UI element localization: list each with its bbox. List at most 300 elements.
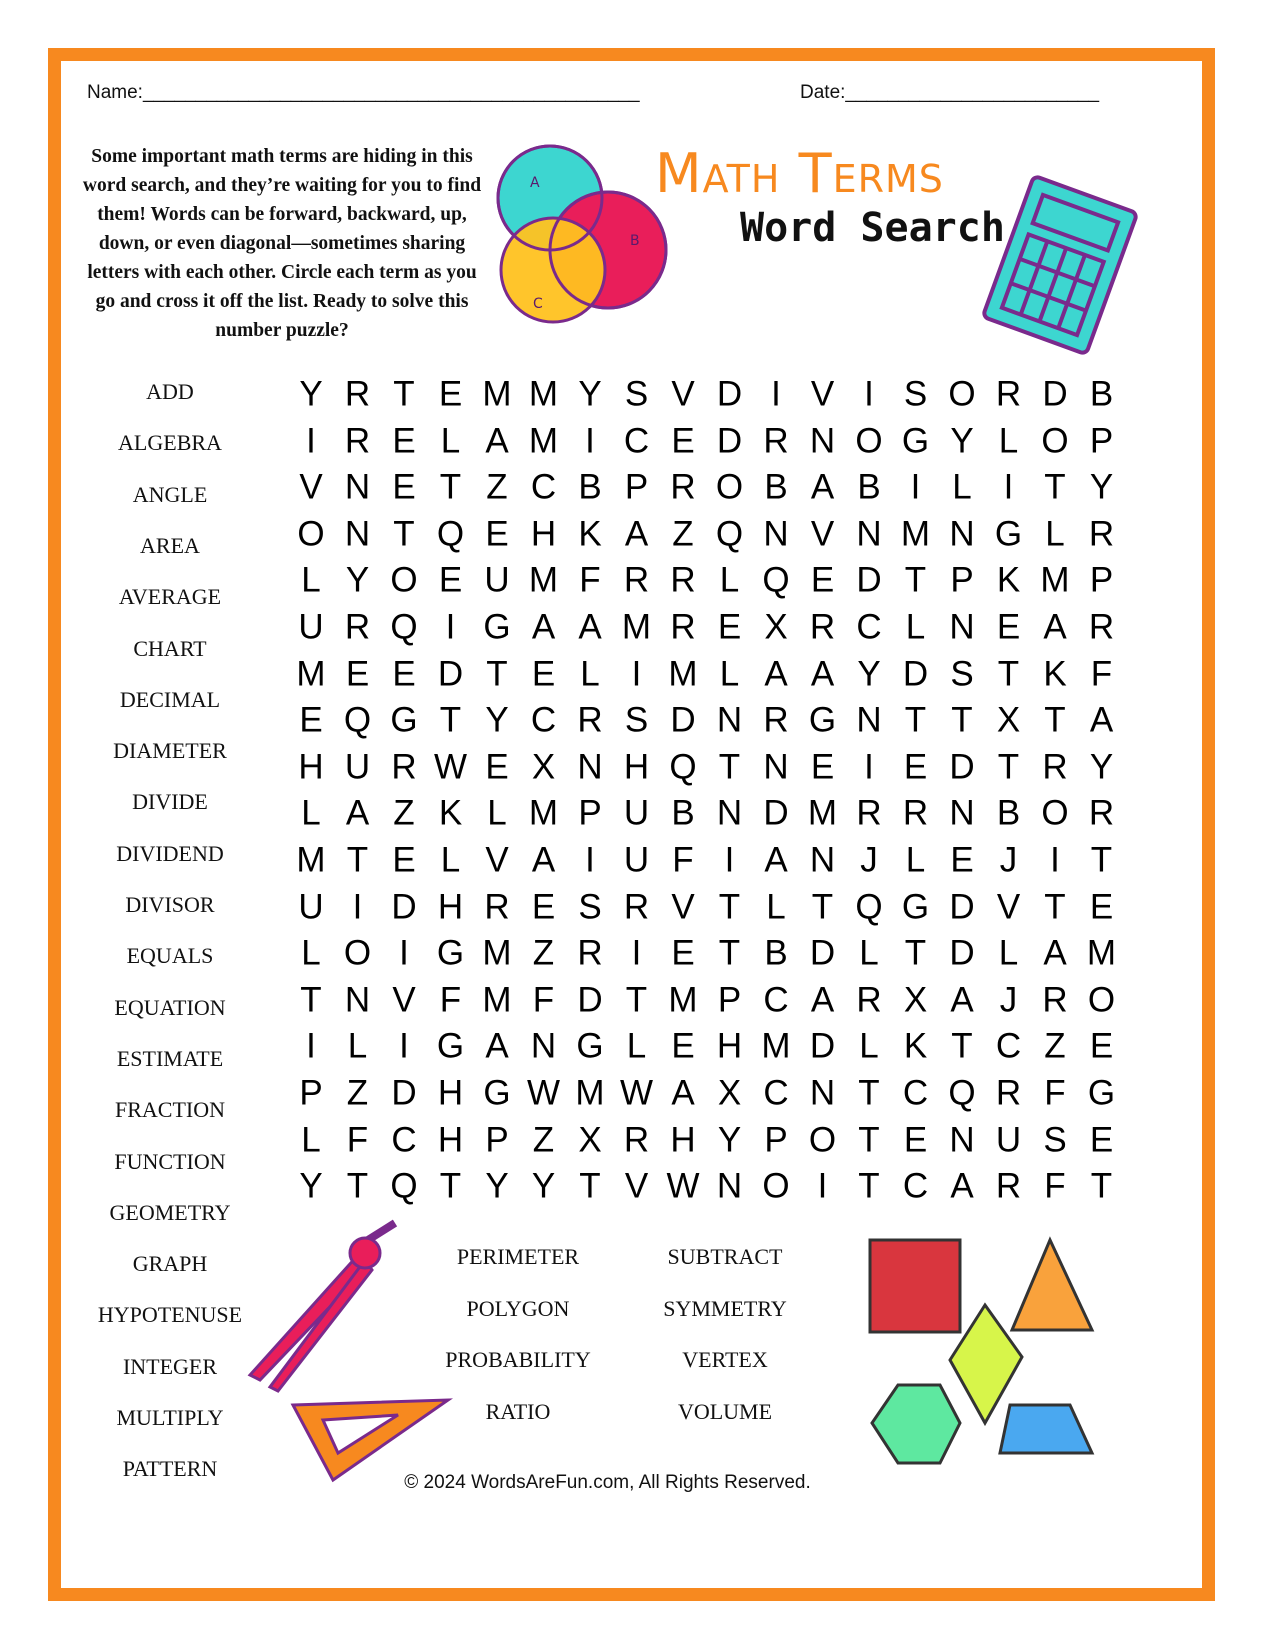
grid-letter[interactable]: A	[531, 607, 556, 647]
grid-letter[interactable]: O	[297, 514, 325, 554]
grid-letter[interactable]: T	[997, 654, 1020, 694]
grid-letter[interactable]: B	[996, 793, 1021, 833]
grid-letter[interactable]: N	[577, 747, 603, 787]
grid-letter[interactable]: P	[299, 1073, 323, 1113]
grid-letter[interactable]: E	[485, 747, 509, 787]
grid-letter[interactable]: T	[1044, 700, 1066, 740]
grid-letter[interactable]: D	[902, 654, 929, 694]
grid-letter[interactable]: E	[392, 421, 416, 461]
grid-letter[interactable]: I	[352, 887, 363, 927]
grid-letter[interactable]: R	[763, 421, 789, 461]
grid-letter[interactable]: L	[347, 1026, 368, 1066]
grid-letter[interactable]: M	[482, 980, 512, 1020]
grid-letter[interactable]: V	[299, 467, 323, 507]
grid-letter[interactable]: N	[530, 1026, 557, 1066]
grid-letter[interactable]: M	[668, 980, 698, 1020]
grid-letter[interactable]: R	[1042, 747, 1068, 787]
grid-letter[interactable]: O	[808, 1120, 837, 1160]
grid-letter[interactable]: N	[949, 607, 975, 647]
grid-letter[interactable]: D	[1042, 374, 1068, 414]
grid-letter[interactable]: Z	[1044, 1026, 1066, 1066]
grid-letter[interactable]: A	[764, 654, 788, 694]
grid-letter[interactable]: X	[996, 700, 1021, 740]
grid-letter[interactable]: G	[901, 421, 930, 461]
grid-letter[interactable]: C	[995, 1026, 1022, 1066]
grid-letter[interactable]: H	[298, 747, 324, 787]
grid-letter[interactable]: V	[810, 514, 835, 554]
grid-letter[interactable]: D	[437, 654, 464, 694]
grid-letter[interactable]: A	[810, 980, 835, 1020]
grid-letter[interactable]: T	[858, 1166, 880, 1206]
grid-letter[interactable]: D	[809, 933, 836, 973]
grid-letter[interactable]: Q	[948, 1073, 976, 1113]
grid-letter[interactable]: H	[437, 1120, 464, 1160]
grid-letter[interactable]: M	[296, 840, 326, 880]
grid-letter[interactable]: N	[809, 840, 836, 880]
grid-letter[interactable]: R	[995, 1166, 1022, 1206]
grid-letter[interactable]: S	[578, 887, 602, 927]
grid-letter[interactable]: A	[1043, 933, 1067, 973]
grid-letter[interactable]: S	[950, 654, 974, 694]
grid-letter[interactable]: R	[623, 887, 650, 927]
grid-letter[interactable]: A	[810, 654, 835, 694]
grid-letter[interactable]: L	[301, 1120, 321, 1160]
grid-letter[interactable]: D	[949, 887, 975, 927]
grid-letter[interactable]: N	[716, 700, 743, 740]
grid-letter[interactable]: X	[764, 607, 788, 647]
grid-letter[interactable]: A	[764, 840, 788, 880]
grid-letter[interactable]: L	[905, 840, 926, 880]
grid-letter[interactable]: T	[904, 560, 927, 600]
grid-letter[interactable]: E	[438, 374, 463, 414]
grid-letter[interactable]: O	[948, 374, 976, 414]
grid-letter[interactable]: P	[764, 1120, 788, 1160]
grid-letter[interactable]: F	[532, 980, 555, 1020]
grid-letter[interactable]: I	[585, 421, 595, 461]
grid-letter[interactable]: U	[298, 887, 324, 927]
grid-letter[interactable]: Q	[669, 747, 697, 787]
grid-letter[interactable]: I	[399, 1026, 409, 1066]
grid-letter[interactable]: W	[433, 747, 468, 787]
grid-letter[interactable]: M	[482, 933, 512, 973]
grid-letter[interactable]: R	[809, 607, 836, 647]
grid-letter[interactable]: C	[623, 421, 650, 461]
grid-letter[interactable]: O	[855, 421, 883, 461]
grid-letter[interactable]: C	[530, 700, 557, 740]
grid-letter[interactable]: Q	[436, 514, 465, 554]
grid-letter[interactable]: R	[344, 374, 371, 414]
grid-letter[interactable]: U	[298, 607, 324, 647]
grid-letter[interactable]: R	[670, 560, 696, 600]
grid-letter[interactable]: N	[809, 421, 836, 461]
grid-letter[interactable]: H	[530, 514, 557, 554]
grid-letter[interactable]: U	[623, 793, 650, 833]
grid-letter[interactable]: L	[440, 421, 461, 461]
grid-letter[interactable]: C	[902, 1073, 929, 1113]
grid-letter[interactable]: E	[299, 700, 323, 740]
grid-letter[interactable]: V	[624, 1166, 649, 1206]
grid-letter[interactable]: D	[391, 887, 417, 927]
grid-letter[interactable]: R	[1042, 980, 1068, 1020]
grid-letter[interactable]: M	[528, 421, 559, 461]
grid-letter[interactable]: E	[671, 933, 695, 973]
grid-letter[interactable]: Z	[346, 1073, 369, 1113]
grid-letter[interactable]: I	[910, 467, 921, 507]
grid-letter[interactable]: R	[763, 700, 789, 740]
grid-letter[interactable]: A	[810, 467, 835, 507]
grid-letter[interactable]: F	[579, 560, 601, 600]
grid-letter[interactable]: N	[716, 793, 743, 833]
grid-letter[interactable]: T	[997, 747, 1020, 787]
grid-letter[interactable]: L	[626, 1026, 647, 1066]
grid-letter[interactable]: Y	[531, 1166, 556, 1206]
grid-letter[interactable]: A	[1043, 607, 1067, 647]
grid-letter[interactable]: E	[1089, 887, 1114, 927]
grid-letter[interactable]: C	[902, 1166, 929, 1206]
grid-letter[interactable]: E	[438, 560, 463, 600]
grid-letter[interactable]: Q	[390, 607, 418, 647]
grid-letter[interactable]: C	[763, 1073, 789, 1113]
grid-letter[interactable]: U	[995, 1120, 1022, 1160]
grid-letter[interactable]: R	[344, 607, 371, 647]
grid-letter[interactable]: C	[391, 1120, 417, 1160]
grid-letter[interactable]: O	[390, 560, 418, 600]
grid-letter[interactable]: P	[1089, 560, 1114, 600]
grid-letter[interactable]: D	[856, 560, 882, 600]
grid-letter[interactable]: I	[306, 421, 316, 461]
grid-letter[interactable]: E	[671, 421, 695, 461]
grid-letter[interactable]: X	[578, 1120, 602, 1160]
grid-letter[interactable]: G	[436, 1026, 465, 1066]
grid-letter[interactable]: Y	[1089, 747, 1114, 787]
grid-letter[interactable]: Z	[393, 793, 415, 833]
grid-letter[interactable]: B	[857, 467, 881, 507]
grid-letter[interactable]: D	[670, 700, 696, 740]
grid-letter[interactable]: N	[809, 1073, 836, 1113]
grid-letter[interactable]: N	[344, 467, 371, 507]
grid-letter[interactable]: T	[1044, 467, 1066, 507]
grid-letter[interactable]: L	[719, 654, 740, 694]
grid-letter[interactable]: I	[445, 607, 456, 647]
grid-letter[interactable]: T	[486, 654, 508, 694]
grid-letter[interactable]: B	[764, 933, 788, 973]
grid-letter[interactable]: X	[717, 1073, 742, 1113]
grid-letter[interactable]: E	[485, 514, 509, 554]
grid-letter[interactable]: E	[717, 607, 742, 647]
grid-letter[interactable]: W	[619, 1073, 654, 1113]
grid-letter[interactable]: T	[718, 747, 741, 787]
grid-letter[interactable]: I	[864, 747, 874, 787]
grid-letter[interactable]: R	[344, 421, 371, 461]
grid-letter[interactable]: C	[530, 467, 557, 507]
grid-letter[interactable]: L	[859, 1026, 879, 1066]
grid-letter[interactable]: L	[440, 840, 461, 880]
grid-letter[interactable]: D	[949, 933, 975, 973]
grid-letter[interactable]: T	[439, 700, 462, 740]
grid-letter[interactable]: T	[393, 514, 415, 554]
grid-letter[interactable]: F	[1090, 654, 1113, 694]
grid-letter[interactable]: T	[718, 887, 741, 927]
grid-letter[interactable]: M	[296, 654, 326, 694]
grid-letter[interactable]: L	[766, 887, 786, 927]
grid-letter[interactable]: E	[810, 747, 835, 787]
date-field[interactable]: Date:________________________	[800, 82, 1100, 103]
grid-letter[interactable]: E	[392, 840, 416, 880]
grid-letter[interactable]: T	[811, 887, 834, 927]
grid-letter[interactable]: B	[764, 467, 788, 507]
grid-letter[interactable]: M	[482, 374, 512, 414]
grid-letter[interactable]: Y	[857, 654, 881, 694]
grid-letter[interactable]: T	[1090, 840, 1113, 880]
grid-letter[interactable]: L	[580, 654, 600, 694]
grid-letter[interactable]: Z	[672, 514, 694, 554]
grid-letter[interactable]: R	[623, 1120, 650, 1160]
grid-letter[interactable]: E	[1089, 1026, 1114, 1066]
grid-letter[interactable]: Q	[715, 514, 744, 554]
grid-letter[interactable]: E	[392, 654, 416, 694]
grid-letter[interactable]: T	[904, 700, 927, 740]
grid-letter[interactable]: T	[300, 980, 322, 1020]
grid-letter[interactable]: T	[346, 840, 369, 880]
grid-letter[interactable]: V	[671, 887, 695, 927]
grid-letter[interactable]: N	[344, 514, 371, 554]
grid-letter[interactable]: T	[579, 1166, 601, 1206]
grid-letter[interactable]: T	[439, 1166, 462, 1206]
grid-letter[interactable]: R	[484, 887, 510, 927]
grid-letter[interactable]: A	[624, 514, 649, 554]
grid-letter[interactable]: O	[343, 933, 372, 973]
grid-letter[interactable]: L	[859, 933, 879, 973]
grid-letter[interactable]: A	[578, 607, 602, 647]
grid-letter[interactable]: E	[810, 560, 835, 600]
grid-letter[interactable]: R	[856, 980, 882, 1020]
grid-letter[interactable]: A	[950, 980, 974, 1020]
grid-letter[interactable]: O	[762, 1166, 790, 1206]
grid-letter[interactable]: Y	[717, 1120, 742, 1160]
grid-letter[interactable]: I	[306, 1026, 316, 1066]
grid-letter[interactable]: M	[528, 374, 559, 414]
grid-letter[interactable]: P	[624, 467, 649, 507]
grid-letter[interactable]: Y	[345, 560, 370, 600]
grid-letter[interactable]: U	[623, 840, 650, 880]
grid-letter[interactable]: R	[902, 793, 929, 833]
grid-letter[interactable]: I	[817, 1166, 828, 1206]
grid-letter[interactable]: S	[624, 700, 649, 740]
grid-letter[interactable]: G	[390, 700, 418, 740]
grid-letter[interactable]: P	[1089, 421, 1114, 461]
grid-letter[interactable]: T	[625, 980, 648, 1020]
grid-letter[interactable]: E	[903, 747, 928, 787]
grid-letter[interactable]: L	[998, 421, 1019, 461]
grid-letter[interactable]: A	[485, 421, 509, 461]
grid-letter[interactable]: D	[577, 980, 603, 1020]
grid-letter[interactable]: A	[950, 1166, 974, 1206]
grid-letter[interactable]: P	[950, 560, 974, 600]
grid-letter[interactable]: A	[345, 793, 370, 833]
grid-letter[interactable]: R	[1088, 514, 1115, 554]
grid-letter[interactable]: V	[810, 374, 835, 414]
grid-letter[interactable]: L	[301, 793, 321, 833]
grid-letter[interactable]: Q	[343, 700, 372, 740]
grid-letter[interactable]: Z	[532, 1120, 555, 1160]
grid-letter[interactable]: M	[528, 793, 559, 833]
grid-letter[interactable]: N	[856, 700, 882, 740]
grid-letter[interactable]: H	[437, 887, 464, 927]
grid-letter[interactable]: N	[344, 980, 371, 1020]
grid-letter[interactable]: V	[671, 374, 695, 414]
grid-letter[interactable]: R	[995, 374, 1022, 414]
grid-letter[interactable]: P	[485, 1120, 509, 1160]
grid-letter[interactable]: K	[578, 514, 602, 554]
grid-letter[interactable]: L	[905, 607, 926, 647]
grid-letter[interactable]: D	[809, 1026, 836, 1066]
grid-letter[interactable]: R	[856, 793, 882, 833]
grid-letter[interactable]: Q	[762, 560, 790, 600]
grid-letter[interactable]: J	[999, 840, 1018, 880]
grid-letter[interactable]: M	[1086, 933, 1117, 973]
grid-letter[interactable]: I	[631, 933, 642, 973]
grid-letter[interactable]: M	[900, 514, 931, 554]
grid-letter[interactable]: G	[1087, 1073, 1116, 1113]
grid-letter[interactable]: R	[670, 607, 696, 647]
grid-letter[interactable]: Y	[1089, 467, 1114, 507]
grid-letter[interactable]: V	[485, 840, 509, 880]
grid-letter[interactable]: F	[672, 840, 694, 880]
grid-letter[interactable]: T	[1090, 1166, 1113, 1206]
grid-letter[interactable]: A	[531, 840, 556, 880]
grid-letter[interactable]: R	[1088, 607, 1115, 647]
grid-letter[interactable]: V	[996, 887, 1021, 927]
grid-letter[interactable]: E	[903, 1120, 928, 1160]
grid-letter[interactable]: M	[761, 1026, 791, 1066]
grid-letter[interactable]: K	[903, 1026, 928, 1066]
grid-letter[interactable]: J	[999, 980, 1018, 1020]
grid-letter[interactable]: E	[531, 887, 556, 927]
grid-letter[interactable]: U	[344, 747, 371, 787]
grid-letter[interactable]: N	[763, 747, 789, 787]
grid-letter[interactable]: T	[858, 1120, 880, 1160]
grid-letter[interactable]: D	[763, 793, 789, 833]
grid-letter[interactable]: Z	[486, 467, 508, 507]
grid-letter[interactable]: G	[483, 607, 511, 647]
grid-letter[interactable]: K	[996, 560, 1021, 600]
grid-letter[interactable]: M	[668, 654, 698, 694]
grid-letter[interactable]: Y	[299, 374, 323, 414]
grid-letter[interactable]: M	[1040, 560, 1070, 600]
grid-letter[interactable]: E	[1089, 1120, 1114, 1160]
grid-letter[interactable]: T	[346, 1166, 369, 1206]
grid-letter[interactable]: B	[1089, 374, 1114, 414]
grid-letter[interactable]: G	[808, 700, 837, 740]
grid-letter[interactable]: I	[771, 374, 781, 414]
grid-letter[interactable]: H	[437, 1073, 464, 1113]
grid-letter[interactable]: W	[666, 1166, 700, 1206]
grid-letter[interactable]: D	[391, 1073, 417, 1113]
grid-letter[interactable]: C	[856, 607, 882, 647]
grid-letter[interactable]: T	[951, 1026, 973, 1066]
grid-letter[interactable]: L	[998, 933, 1019, 973]
grid-letter[interactable]: I	[585, 840, 595, 880]
grid-letter[interactable]: T	[858, 1073, 880, 1113]
grid-letter[interactable]: A	[485, 1026, 509, 1066]
grid-letter[interactable]: P	[717, 980, 742, 1020]
grid-letter[interactable]: S	[624, 374, 649, 414]
grid-letter[interactable]: E	[392, 467, 416, 507]
grid-letter[interactable]: I	[864, 374, 874, 414]
grid-letter[interactable]: L	[487, 793, 507, 833]
grid-letter[interactable]: Q	[855, 887, 883, 927]
grid-letter[interactable]: R	[995, 1073, 1022, 1113]
grid-letter[interactable]: L	[1045, 514, 1065, 554]
grid-letter[interactable]: M	[575, 1073, 605, 1113]
grid-letter[interactable]: M	[621, 607, 652, 647]
grid-letter[interactable]: I	[399, 933, 409, 973]
grid-letter[interactable]: O	[1041, 421, 1069, 461]
grid-letter[interactable]: E	[345, 654, 370, 694]
grid-letter[interactable]: I	[724, 840, 735, 880]
grid-letter[interactable]: T	[951, 700, 973, 740]
grid-letter[interactable]: R	[577, 700, 603, 740]
grid-letter[interactable]: L	[952, 467, 972, 507]
grid-letter[interactable]: O	[1041, 793, 1069, 833]
grid-letter[interactable]: L	[719, 560, 740, 600]
grid-letter[interactable]: R	[391, 747, 417, 787]
grid-letter[interactable]: Y	[485, 1166, 509, 1206]
grid-letter[interactable]: K	[438, 793, 463, 833]
grid-letter[interactable]: M	[528, 560, 559, 600]
grid-letter[interactable]: E	[950, 840, 974, 880]
grid-letter[interactable]: N	[949, 793, 975, 833]
grid-letter[interactable]: Y	[485, 700, 509, 740]
grid-letter[interactable]: O	[1087, 980, 1116, 1020]
grid-letter[interactable]: T	[393, 374, 415, 414]
grid-letter[interactable]: Q	[390, 1166, 418, 1206]
grid-letter[interactable]: R	[670, 467, 696, 507]
grid-letter[interactable]: I	[631, 654, 642, 694]
grid-letter[interactable]: G	[901, 887, 930, 927]
grid-letter[interactable]: G	[483, 1073, 511, 1113]
grid-letter[interactable]: B	[671, 793, 695, 833]
grid-letter[interactable]: A	[671, 1073, 695, 1113]
grid-letter[interactable]: G	[576, 1026, 604, 1066]
grid-letter[interactable]: H	[716, 1026, 743, 1066]
grid-letter[interactable]: Y	[299, 1166, 323, 1206]
grid-letter[interactable]: N	[716, 1166, 743, 1206]
grid-letter[interactable]: J	[860, 840, 878, 880]
grid-letter[interactable]: S	[1043, 1120, 1067, 1160]
grid-letter[interactable]: D	[949, 747, 975, 787]
grid-letter[interactable]: N	[856, 514, 882, 554]
grid-letter[interactable]: F	[1044, 1073, 1066, 1113]
grid-letter[interactable]: T	[1044, 887, 1066, 927]
grid-letter[interactable]: V	[392, 980, 416, 1020]
grid-letter[interactable]: T	[439, 467, 462, 507]
grid-letter[interactable]: P	[578, 793, 602, 833]
grid-letter[interactable]: R	[577, 933, 603, 973]
grid-letter[interactable]: Z	[532, 933, 555, 973]
grid-letter[interactable]: Y	[578, 374, 602, 414]
grid-letter[interactable]: R	[623, 560, 650, 600]
grid-letter[interactable]: S	[903, 374, 928, 414]
grid-letter[interactable]: A	[1089, 700, 1114, 740]
grid-letter[interactable]: L	[301, 560, 321, 600]
grid-letter[interactable]: K	[1043, 654, 1067, 694]
grid-letter[interactable]: N	[949, 1120, 975, 1160]
grid-letter[interactable]: U	[484, 560, 510, 600]
name-field[interactable]: Name:_______________________________________________	[87, 82, 640, 103]
grid-letter[interactable]: X	[531, 747, 556, 787]
grid-letter[interactable]: D	[716, 374, 743, 414]
